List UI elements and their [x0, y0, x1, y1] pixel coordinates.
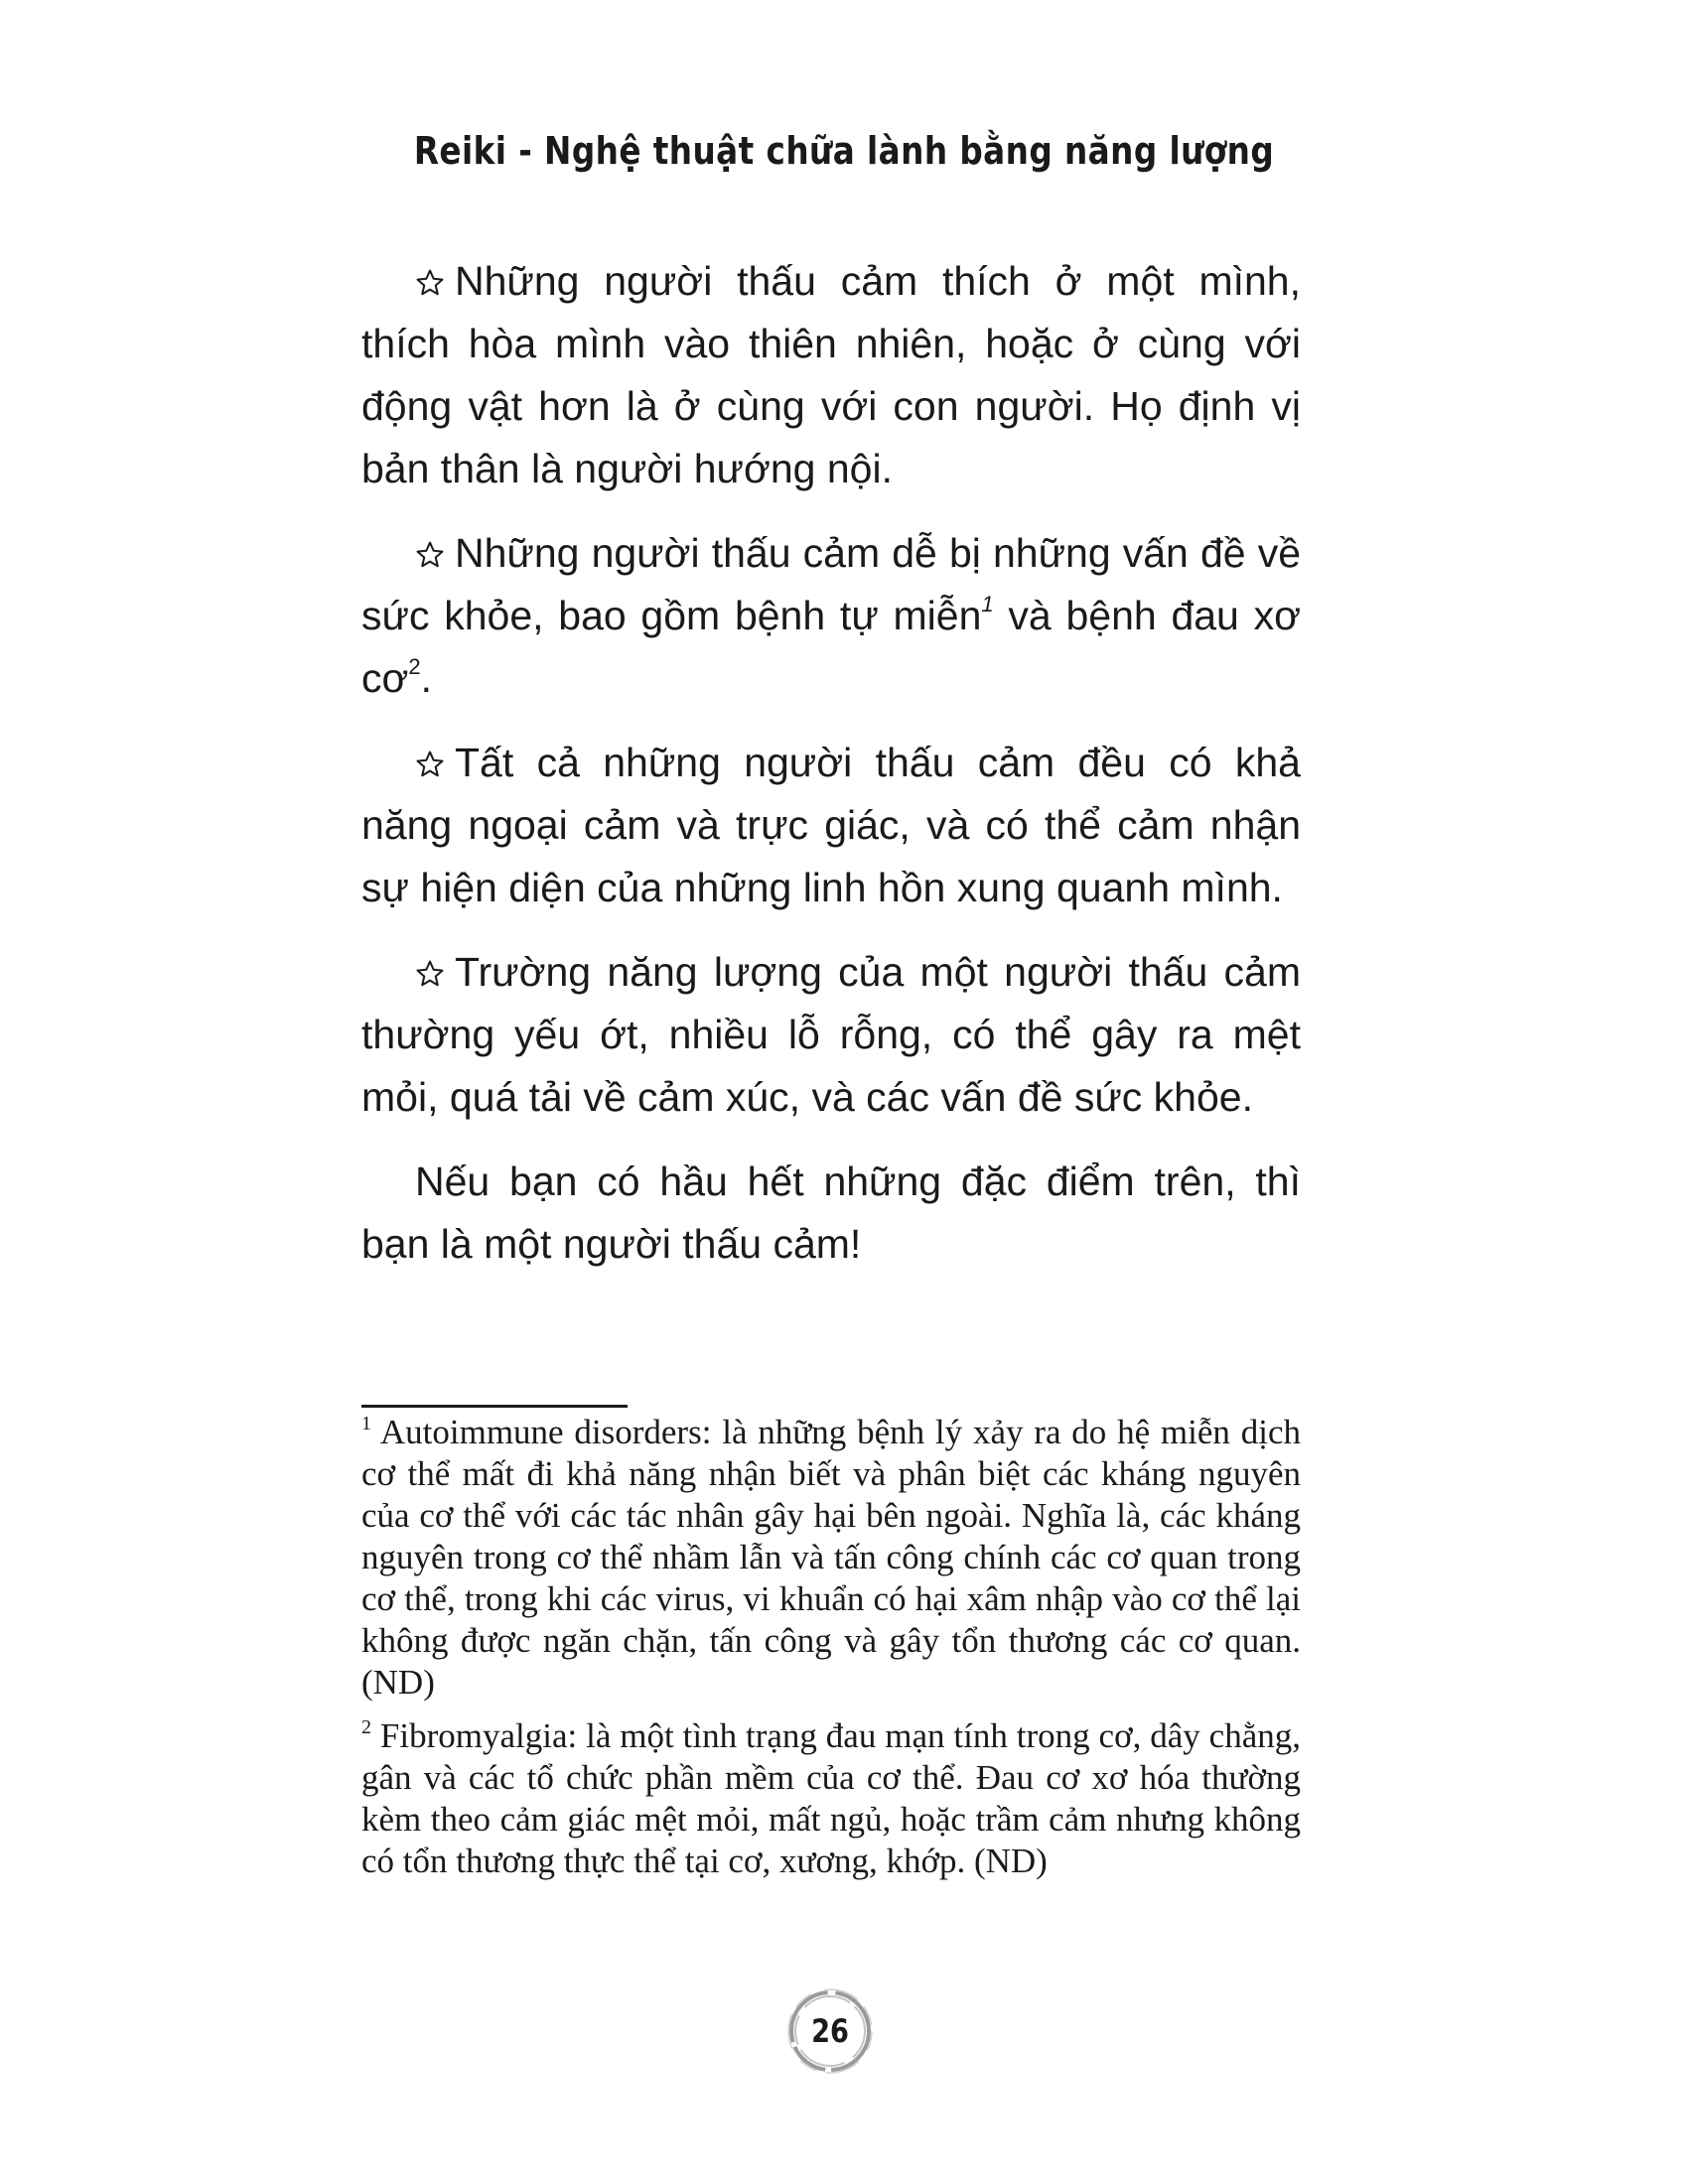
footnote-rule	[361, 1405, 628, 1408]
star-icon	[415, 959, 445, 989]
bullet-text-2b: và bệnh đau xơ cơ	[361, 593, 1302, 701]
footnote-text-1: Autoimmune disorders: là những bệnh lý xảy ra do hệ miễn dịch cơ thể mất đi khả năng nhận biết và phân biệt các kháng nguyên của cơ thể với các tác nhân gây hại bên ngoài. Nghĩa là, các kháng nguyên trong cơ thể nhầm lẫn và tấn công chính các cơ quan trong cơ thể, trong khi các virus, vi khuẩn có hại xâm nhập vào cơ thể lại không được ngăn chặn, tấn công và gây tổn thương các cơ quan. (ND)	[361, 1413, 1301, 1702]
page-number-badge	[784, 1985, 876, 2077]
bullet-text-4: Trường năng lượng của một người thấu cảm thường yếu ớt, nhiều lỗ rỗng, có thể gây ra mệt mỏi, quá tải về cảm xúc, và các vấn đề sức khỏe.	[361, 949, 1301, 1120]
bullet-paragraph-3	[361, 732, 1301, 919]
star-icon	[415, 540, 445, 570]
bullet-paragraph-4	[361, 941, 1301, 1129]
body-text	[361, 250, 1301, 1297]
bullet-paragraph-2	[361, 522, 1301, 710]
running-header: Reiki - Nghệ thuật chữa lành bằng năng lượng	[413, 129, 1275, 173]
footnote-ref-1: 1	[981, 592, 994, 616]
star-icon	[415, 268, 445, 298]
footnote-2	[361, 1715, 1301, 1882]
bullet-text-3: Tất cả những người thấu cảm đều có khả năng ngoại cảm và trực giác, và có thể cảm nhận sự hiện diện của những linh hồn xung quanh mình.	[361, 740, 1301, 910]
footnotes	[361, 1412, 1301, 1894]
closing-paragraph: Nếu bạn có hầu hết những đặc điểm trên, thì bạn là một người thấu cảm!	[361, 1159, 1301, 1267]
footnote-1	[361, 1412, 1301, 1704]
footnote-marker-2: 2	[361, 1716, 371, 1738]
footnote-ref-2: 2	[408, 654, 421, 679]
footnote-marker-1: 1	[361, 1413, 371, 1434]
bullet-text-1: Những người thấu cảm thích ở một mình, thích hòa mình vào thiên nhiên, hoặc ở cùng với động vật hơn là ở cùng với con người. Họ định vị bản thân là người hướng nội.	[361, 258, 1301, 491]
page-number: 26	[811, 2012, 849, 2050]
bullet-paragraph-1	[361, 250, 1301, 500]
star-icon	[415, 750, 445, 779]
bullet-text-2c: .	[420, 655, 433, 701]
bullet-text-2a: Những người thấu cảm dễ bị những vấn đề về sức khỏe, bao gồm bệnh tự miễn	[361, 530, 1301, 638]
footnote-text-2: Fibromyalgia: là một tình trạng đau mạn tính trong cơ, dây chằng, gân và các tổ chức phần mềm của cơ thể. Đau cơ xơ hóa thường kèm theo cảm giác mệt mỏi, mất ngủ, hoặc trầm cảm nhưng không có tổn thương thực thể tại cơ, xương, khớp. (ND)	[361, 1716, 1301, 1880]
